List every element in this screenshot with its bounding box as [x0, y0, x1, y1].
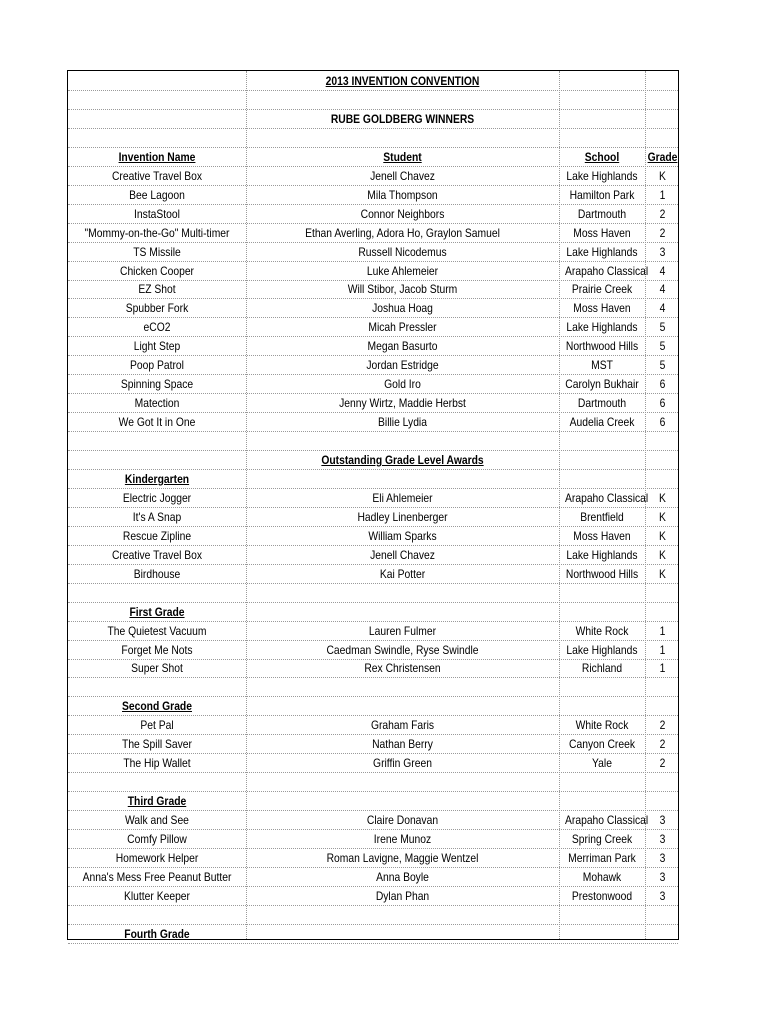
grade-cell: K [659, 547, 666, 562]
school-cell: Arapaho Classical [565, 813, 649, 828]
grade-heading-row [68, 697, 678, 716]
invention-name-cell: Poop Patrol [130, 358, 184, 373]
student-cell: Billie Lydia [378, 415, 427, 430]
school-cell: Dartmouth [577, 396, 627, 411]
school-cell: Richland [581, 661, 623, 676]
grade-cell: K [659, 509, 666, 524]
school-cell: Moss Haven [573, 225, 631, 240]
table-row [68, 337, 678, 356]
student-cell: Lauren Fulmer [368, 623, 437, 638]
invention-name-cell: Spinning Space [120, 377, 194, 392]
table-row [68, 622, 678, 641]
invention-name-cell: Spubber Fork [125, 301, 189, 316]
grade-cell: 1 [659, 661, 666, 676]
blank-row [68, 678, 678, 697]
student-cell: Joshua Hoag [372, 301, 433, 316]
grade-cell: 1 [659, 187, 666, 202]
grade-header: Grade [647, 149, 678, 164]
invention-name-cell: Bee Lagoon [129, 187, 185, 202]
grade-heading-row [68, 925, 678, 944]
invention-name-header: Invention Name [118, 149, 196, 164]
header-row [68, 148, 678, 167]
student-cell: Russell Nicodemus [358, 244, 447, 259]
blank-row [68, 773, 678, 792]
school-cell: Lake Highlands [566, 320, 638, 335]
invention-name-cell: Rescue Zipline [122, 528, 192, 543]
invention-name-cell: We Got It in One [118, 415, 196, 430]
school-cell: Arapaho Classical [565, 263, 649, 278]
table-row [68, 243, 678, 262]
grade-section-heading: Kindergarten [124, 471, 190, 486]
student-cell: Claire Donavan [366, 813, 439, 828]
table-row [68, 508, 678, 527]
table-row [68, 318, 678, 337]
table-row [68, 849, 678, 868]
table-row [68, 811, 678, 830]
student-cell: Rex Christensen [364, 661, 441, 676]
school-cell: Yale [592, 756, 612, 771]
table-row [68, 716, 678, 735]
table-row [68, 565, 678, 584]
student-cell: William Sparks [368, 528, 437, 543]
school-cell: Lake Highlands [566, 244, 638, 259]
invention-name-cell: Light Step [133, 339, 181, 354]
grade-cell: K [659, 566, 666, 581]
school-cell: Mohawk [582, 869, 622, 884]
grade-cell: 6 [659, 396, 666, 411]
student-cell: Roman Lavigne, Maggie Wentzel [326, 850, 479, 865]
grade-cell: 5 [659, 320, 666, 335]
grade-cell: 2 [659, 718, 666, 733]
school-cell: Lake Highlands [566, 168, 638, 183]
school-cell: White Rock [575, 718, 629, 733]
table-row [68, 356, 678, 375]
invention-name-cell: Birdhouse [133, 566, 181, 581]
invention-name-cell: Creative Travel Box [111, 168, 203, 183]
student-cell: Anna Boyle [376, 869, 429, 884]
table-row [68, 186, 678, 205]
table-row [68, 887, 678, 906]
table-row [68, 167, 678, 186]
grade-heading-row [68, 470, 678, 489]
student-cell: Dylan Phan [375, 888, 430, 903]
invention-name-cell: The Hip Wallet [123, 756, 191, 771]
table-row [68, 262, 678, 281]
school-cell: Northwood Hills [565, 566, 639, 581]
grade-heading-row [68, 603, 678, 622]
table-row [68, 868, 678, 887]
grade-section-heading: First Grade [129, 604, 185, 619]
student-cell: Nathan Berry [372, 737, 433, 752]
table-row [68, 489, 678, 508]
student-header: Student [383, 149, 422, 164]
subtitle-row [68, 110, 678, 129]
grade-cell: 1 [659, 642, 666, 657]
invention-name-cell: Forget Me Nots [121, 642, 193, 657]
blank-row [68, 432, 678, 451]
student-cell: Caedman Swindle, Ryse Swindle [326, 642, 479, 657]
school-cell: Audelia Creek [569, 415, 635, 430]
invention-name-cell: TS Missile [133, 244, 181, 259]
section-title: RUBE GOLDBERG WINNERS [330, 111, 475, 126]
school-cell: Arapaho Classical [565, 490, 649, 505]
student-cell: Gold Iro [384, 377, 421, 392]
grade-section-heading: Third Grade [127, 794, 187, 809]
grade-cell: 2 [659, 756, 666, 771]
table-row [68, 659, 678, 678]
student-cell: Mila Thompson [367, 187, 438, 202]
school-cell: Moss Haven [573, 301, 631, 316]
student-cell: Jenell Chavez [370, 547, 435, 562]
awards-title: Outstanding Grade Level Awards [321, 453, 484, 467]
student-cell: Luke Ahlemeier [366, 263, 439, 278]
school-cell: Brentfield [580, 509, 624, 524]
school-cell: Lake Highlands [566, 642, 638, 657]
school-cell: Carolyn Bukhair [565, 377, 639, 392]
table-row [68, 754, 678, 773]
grade-cell: 3 [659, 813, 666, 828]
student-cell: Will Stibor, Jacob Sturm [347, 282, 458, 297]
student-cell: Ethan Averling, Adora Ho, Graylon Samuel [305, 225, 500, 240]
grade-cell: 2 [659, 225, 666, 240]
student-cell: Hadley Linenberger [357, 509, 448, 524]
school-cell: Lake Highlands [566, 547, 638, 562]
table-row [68, 546, 678, 565]
grade-cell: 2 [659, 206, 666, 221]
grade-heading-row [68, 792, 678, 811]
grade-cell: 6 [659, 415, 666, 430]
grade-cell: 6 [659, 377, 666, 392]
invention-name-cell: Creative Travel Box [111, 547, 203, 562]
school-cell: Prestonwood [571, 888, 633, 903]
grade-cell: 3 [659, 244, 666, 259]
invention-name-cell: It's A Snap [132, 509, 182, 524]
invention-name-cell: The Quietest Vacuum [107, 623, 207, 638]
invention-name-cell: Matection [134, 396, 180, 411]
student-cell: Jenell Chavez [370, 168, 435, 183]
invention-name-cell: Chicken Cooper [119, 263, 194, 278]
grade-cell: 3 [659, 850, 666, 865]
table-row [68, 394, 678, 413]
student-cell: Eli Ahlemeier [372, 490, 433, 505]
school-header: School [584, 149, 620, 164]
student-cell: Graham Faris [370, 718, 435, 733]
title-row [68, 72, 678, 91]
blank-row [68, 906, 678, 925]
school-cell: Hamilton Park [569, 187, 635, 202]
table-row [68, 413, 678, 432]
table-row [68, 641, 678, 660]
student-cell: Irene Munoz [373, 832, 432, 846]
table-row [68, 299, 678, 318]
invention-name-cell: Walk and See [125, 813, 189, 828]
invention-name-cell: Super Shot [131, 661, 183, 676]
table-row [68, 735, 678, 754]
table-row [68, 205, 678, 224]
invention-name-cell: InstaStool [134, 206, 180, 221]
blank-row [68, 129, 678, 148]
awards-title-row [68, 451, 678, 470]
student-cell: Connor Neighbors [360, 206, 445, 221]
invention-name-cell: Comfy Pillow [127, 832, 187, 846]
school-cell: Dartmouth [577, 206, 627, 221]
student-cell: Micah Pressler [368, 320, 437, 335]
student-cell: Jenny Wirtz, Maddie Herbst [339, 396, 466, 411]
invention-name-cell: eCO2 [143, 320, 171, 335]
grade-cell: 1 [659, 623, 666, 638]
student-cell: Jordan Estridge [366, 358, 439, 373]
grade-cell: 5 [659, 358, 666, 373]
invention-name-cell: Anna's Mess Free Peanut Butter [82, 869, 232, 884]
school-cell: Spring Creek [571, 832, 633, 846]
table-row [68, 224, 678, 243]
school-cell: White Rock [575, 623, 629, 638]
grade-cell: 4 [659, 282, 666, 297]
invention-name-cell: "Mommy-on-the-Go" Multi-timer [84, 225, 230, 240]
grade-cell: 3 [659, 888, 666, 903]
school-cell: Northwood Hills [565, 339, 639, 354]
table-row [68, 830, 678, 849]
school-cell: Canyon Creek [569, 737, 635, 752]
grade-cell: 2 [659, 737, 666, 752]
school-cell: Merriman Park [568, 850, 636, 865]
table-row [68, 375, 678, 394]
grade-cell: K [659, 168, 666, 183]
spreadsheet-page [67, 70, 679, 940]
student-cell: Megan Basurto [367, 339, 438, 354]
grade-cell: K [659, 490, 666, 505]
grade-cell: 5 [659, 339, 666, 354]
student-cell: Griffin Green [373, 756, 432, 771]
grade-cell: 3 [659, 832, 666, 846]
invention-name-cell: Homework Helper [115, 850, 199, 865]
blank-row [68, 584, 678, 603]
grade-cell: 4 [659, 301, 666, 316]
grade-section-heading: Fourth Grade [124, 926, 190, 941]
grade-section-heading: Second Grade [122, 699, 192, 714]
invention-name-cell: The Spill Saver [122, 737, 192, 752]
school-cell: Prairie Creek [571, 282, 633, 297]
student-cell: Kai Potter [379, 566, 426, 581]
grade-cell: 4 [659, 263, 666, 278]
school-cell: MST [591, 358, 613, 373]
school-cell: Moss Haven [573, 528, 631, 543]
grade-cell: 3 [659, 869, 666, 884]
invention-name-cell: Pet Pal [140, 718, 174, 733]
table-row [68, 527, 678, 546]
invention-name-cell: EZ Shot [138, 282, 176, 297]
table-row [68, 280, 678, 299]
invention-name-cell: Klutter Keeper [124, 888, 190, 903]
blank-row [68, 91, 678, 110]
document-title: 2013 INVENTION CONVENTION [325, 74, 480, 88]
grade-cell: K [659, 528, 666, 543]
invention-name-cell: Electric Jogger [122, 490, 192, 505]
